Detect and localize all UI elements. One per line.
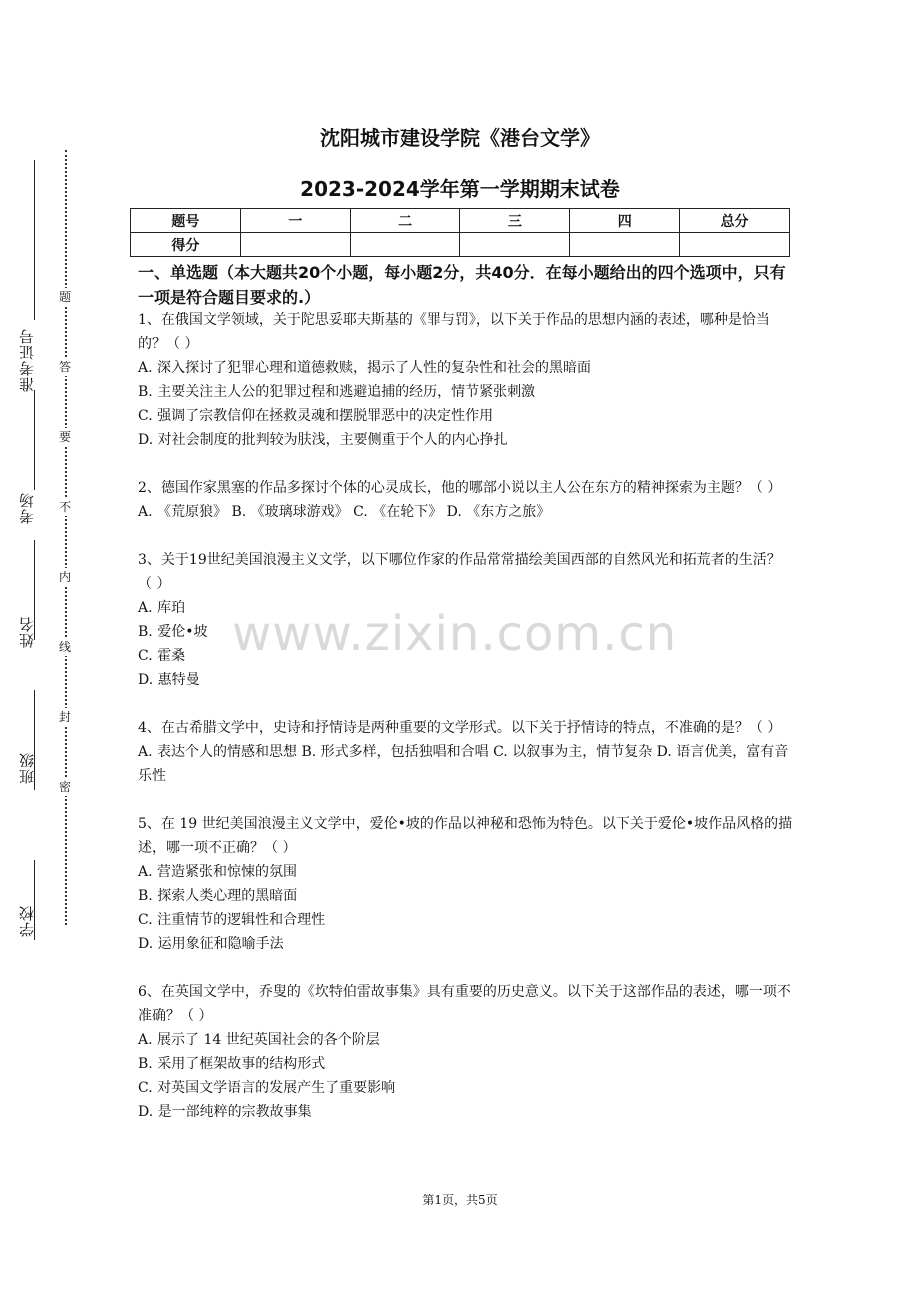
seal-char: 密 (58, 780, 71, 794)
question-option: D. 是一部纯粹的宗教故事集 (138, 1104, 312, 1120)
seal-char: 线 (58, 640, 71, 654)
seal-char: 不 (58, 500, 71, 514)
question-4 (138, 716, 793, 788)
page-footer: 第1页，共5页 (422, 1193, 498, 1207)
score-table-score-row (131, 233, 790, 257)
question-option: C. 注重情节的逻辑性和合理性 (138, 912, 326, 928)
seal-char: 封 (58, 710, 71, 724)
question-option: B. 探索人类心理的黑暗面 (138, 888, 298, 904)
score-cell (570, 233, 680, 257)
seal-char: 题 (58, 290, 71, 304)
score-cell (680, 233, 790, 257)
score-header-cell: 二 (350, 209, 460, 233)
question-1 (138, 308, 793, 452)
score-cell (350, 233, 460, 257)
label-class: 班级 (18, 752, 36, 784)
watermark: www.zixin.com.cn (232, 606, 678, 662)
score-table (130, 208, 790, 257)
score-cell (460, 233, 570, 257)
question-option: A. 营造紧张和惊悚的氛围 (138, 864, 298, 880)
underline-room (34, 390, 35, 490)
question-option: D. 运用象征和隐喻手法 (138, 936, 284, 952)
question-option: A. 库珀 (138, 600, 186, 616)
school-title: 沈阳城市建设学院《港台文学》 (320, 126, 600, 150)
question-stem: 3、关于19世纪美国浪漫主义文学，以下哪位作家的作品常常描绘美国西部的自然风光和拓荒者的生活？（ ） (138, 552, 781, 592)
question-option: D. 惠特曼 (138, 672, 200, 688)
seal-char: 要 (58, 430, 71, 444)
question-option: C. 霍桑 (138, 648, 186, 664)
score-table-header-row (131, 209, 790, 233)
question-5 (138, 812, 793, 956)
score-header-cell: 一 (240, 209, 350, 233)
question-option: C. 对英国文学语言的发展产生了重要影响 (138, 1080, 396, 1096)
question-6 (138, 980, 793, 1124)
score-header-cell: 三 (460, 209, 570, 233)
question-3 (138, 548, 793, 692)
question-option: A. 展示了 14 世纪英国社会的各个阶层 (138, 1032, 380, 1048)
score-row-label: 得分 (131, 233, 241, 257)
question-stem: 2、德国作家黑塞的作品多探讨个体的心灵成长，他的哪部小说以主人公在东方的精神探索为主题？（ ） (138, 480, 782, 496)
question-stem: 5、在 19 世纪美国浪漫主义文学中，爱伦•坡的作品以神秘和恐怖为特色。以下关于爱伦•坡作品风格的描述，哪一项不正确？（ ） (138, 816, 793, 856)
question-stem: 6、在英国文学中，乔叟的《坎特伯雷故事集》具有重要的历史意义。以下关于这部作品的表述，哪一项不准确？（ ） (138, 984, 791, 1024)
question-stem: 4、在古希腊文学中，史诗和抒情诗是两种重要的文学形式。以下关于抒情诗的特点，不准确的是？（ ） (138, 720, 782, 736)
question-option: C. 强调了宗教信仰在拯救灵魂和摆脱罪恶中的决定性作用 (138, 408, 494, 424)
label-name: 姓名 (18, 616, 36, 648)
score-header-cell: 总分 (680, 209, 790, 233)
seal-char: 答 (58, 360, 71, 374)
label-admission: 准考证号 (18, 328, 36, 392)
question-option: A. 表达个人的情感和思想 B. 形式多样，包括独唱和合唱 C. 以叙事为主，情节复杂 D. 语言优美，富有音乐性 (138, 744, 789, 784)
question-option: A. 深入探讨了犯罪心理和道德救赎，揭示了人性的复杂性和社会的黑暗面 (138, 360, 592, 376)
question-option: B. 采用了框架故事的结构形式 (138, 1056, 326, 1072)
exam-title: 2023-2024学年第一学期期末试卷 (300, 177, 620, 201)
seal-line (65, 150, 67, 925)
question-option: B. 主要关注主人公的犯罪过程和逃避追捕的经历，情节紧张刺激 (138, 384, 536, 400)
seal-char: 内 (58, 570, 71, 584)
question-list (138, 308, 793, 1148)
score-header-cell: 题号 (131, 209, 241, 233)
question-stem: 1、在俄国文学领域，关于陀思妥耶夫斯基的《罪与罚》，以下关于作品的思想内涵的表述，哪种是恰当的？（ ） (138, 312, 770, 352)
score-header-cell: 四 (570, 209, 680, 233)
score-cell (240, 233, 350, 257)
label-room: 考场 (18, 492, 36, 524)
label-school: 学校 (18, 905, 36, 937)
question-option: B. 爱伦•坡 (138, 624, 208, 640)
question-option: D. 对社会制度的批判较为肤浅，主要侧重于个人的内心挣扎 (138, 432, 508, 448)
question-option: A. 《荒原狼》 B. 《玻璃球游戏》 C. 《在轮下》 D. 《东方之旅》 (138, 504, 551, 520)
section-heading: 一、单选题（本大题共20个小题，每小题2分，共40分．在每小题给出的四个选项中，只有一项是符合题目要求的.） (138, 263, 786, 307)
question-2 (138, 476, 793, 524)
